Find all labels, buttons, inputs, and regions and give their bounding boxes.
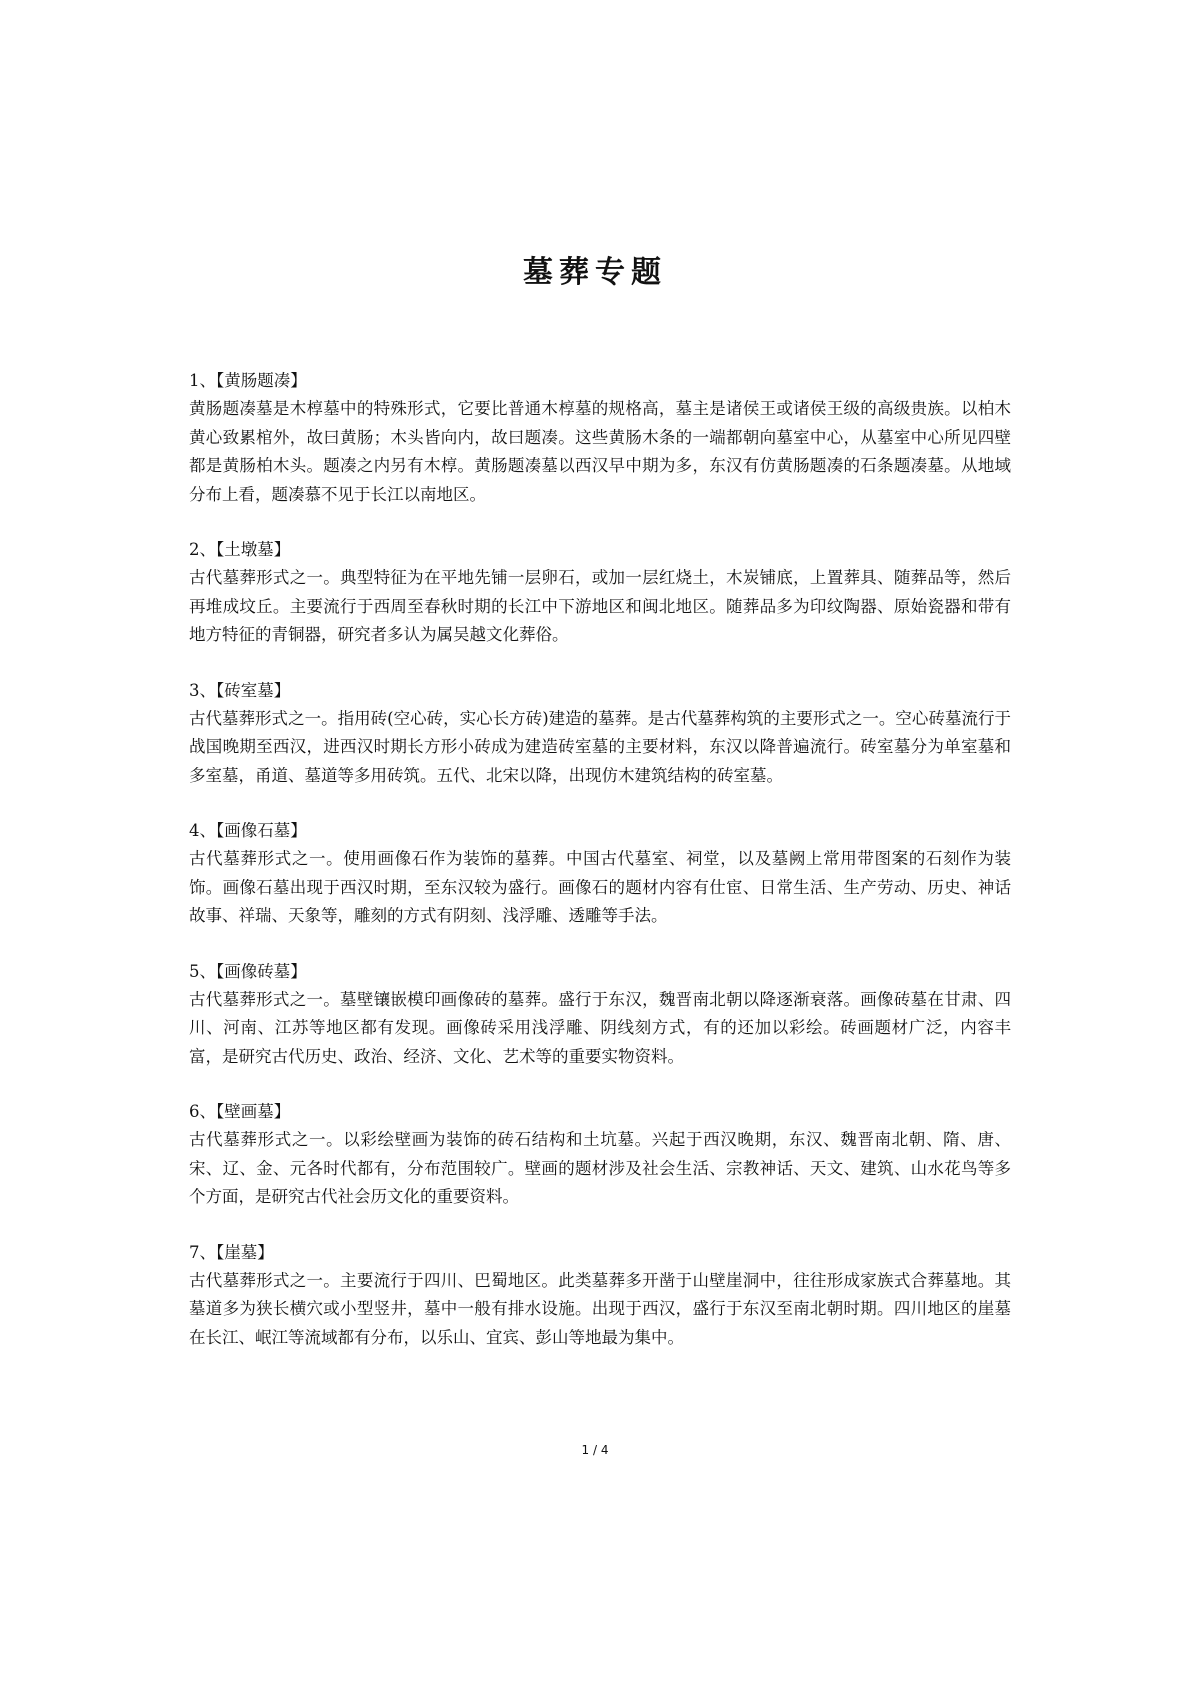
section-heading bbox=[189, 958, 1011, 986]
section-body: 古代墓葬形式之一。指用砖(空心砖，实心长方砖)建造的墓葬。是古代墓葬构筑的主要形式之一。空心砖墓流行于战国晚期至西汉，进西汉时期长方形小砖成为建造砖室墓的主要材料，东汉以降普遍流行。砖室墓分为单室墓和多室墓，甬道、墓道等多用砖筑。五代、北宋以降，出现仿木建筑结构的砖室墓。 bbox=[189, 708, 1011, 785]
section-body: 古代墓葬形式之一。以彩绘壁画为装饰的砖石结构和土坑墓。兴起于西汉晚期，东汉、魏晋南北朝、隋、唐、宋、辽、金、元各时代都有，分布范围较广。壁画的题材涉及社会生活、宗教神话、天文、建筑、山水花鸟等多个方面，是研究古代社会历文化的重要资料。 bbox=[189, 1130, 1011, 1206]
section-heading bbox=[189, 817, 1011, 845]
section-title: 【崖墓】 bbox=[216, 1242, 274, 1262]
section-6 bbox=[189, 1098, 1011, 1212]
section-1 bbox=[189, 367, 1011, 509]
section-title: 【土墩墓】 bbox=[216, 540, 291, 559]
section-number: 5、 bbox=[189, 961, 216, 981]
section-number: 3、 bbox=[189, 680, 216, 700]
section-body: 古代墓葬形式之一。使用画像石作为装饰的墓葬。中国古代墓室、祠堂，以及墓阙上常用带图案的石刻作为装饰。画像石墓出现于西汉时期，至东汉较为盛行。画像石的题材内容有仕宦、日常生活、生产劳动、历史、神话故事、祥瑞、天象等，雕刻的方式有阴刻、浅浮雕、透雕等手法。 bbox=[189, 849, 1011, 925]
section-heading bbox=[189, 367, 1011, 395]
section-2 bbox=[189, 536, 1011, 650]
section-heading bbox=[189, 1239, 1011, 1267]
section-4 bbox=[189, 817, 1011, 931]
section-number: 4、 bbox=[189, 821, 216, 840]
page-number: 1 / 4 bbox=[581, 1443, 609, 1457]
section-heading bbox=[189, 1098, 1011, 1126]
section-number: 6、 bbox=[189, 1102, 216, 1121]
section-heading bbox=[189, 677, 1011, 705]
section-number: 2、 bbox=[189, 540, 216, 559]
section-heading bbox=[189, 536, 1011, 564]
section-3 bbox=[189, 677, 1011, 791]
section-body: 黄肠题凑墓是木椁墓中的特殊形式，它要比普通木椁墓的规格高，墓主是诸侯王或诸侯王级的高级贵族。以柏木黄心致累棺外，故曰黄肠；木头皆向内，故曰题凑。这些黄肠木条的一端都朝向墓室中心，从墓室中心所见四壁都是黄肠柏木头。题凑之内另有木椁。黄肠题凑墓以西汉早中期为多，东汉有仿黄肠题凑的石条题凑墓。从地域分布上看，题凑慕不见于长江以南地区。 bbox=[189, 399, 1011, 504]
section-title: 【砖室墓】 bbox=[216, 680, 291, 700]
section-title: 【壁画墓】 bbox=[216, 1102, 291, 1121]
section-body: 古代墓葬形式之一。墓壁镶嵌模印画像砖的墓葬。盛行于东汉，魏晋南北朝以降逐渐衰落。画像砖墓在甘肃、四川、河南、江苏等地区都有发现。画像砖采用浅浮雕、阴线刻方式，有的还加以彩绘。砖画题材广泛，内容丰富，是研究古代历史、政治、经济、文化、艺术等的重要实物资料。 bbox=[189, 989, 1011, 1066]
document-content bbox=[189, 367, 1011, 1379]
document-title: 墓葬专题 bbox=[523, 255, 667, 290]
section-number: 7、 bbox=[189, 1242, 216, 1262]
section-number: 1、 bbox=[189, 371, 216, 390]
section-title: 【画像砖墓】 bbox=[216, 961, 307, 981]
section-7 bbox=[189, 1239, 1011, 1353]
section-title: 【画像石墓】 bbox=[216, 821, 307, 840]
section-title: 【黄肠题凑】 bbox=[216, 371, 307, 390]
section-5 bbox=[189, 958, 1011, 1072]
section-body: 古代墓葬形式之一。主要流行于四川、巴蜀地区。此类墓葬多开凿于山壁崖洞中，往往形成家族式合葬墓地。其墓道多为狭长横穴或小型竖井，墓中一般有排水设施。出现于西汉，盛行于东汉至南北朝时期。四川地区的崖墓在长江、岷江等流域都有分布，以乐山、宜宾、彭山等地最为集中。 bbox=[189, 1270, 1011, 1347]
section-body: 古代墓葬形式之一。典型特征为在平地先铺一层卵石，或加一层红烧土，木炭铺底，上置葬具、随葬品等，然后再堆成坟丘。主要流行于西周至春秋时期的长江中下游地区和闽北地区。随葬品多为印纹陶器、原始瓷器和带有地方特征的青铜器，研究者多认为属吴越文化葬俗。 bbox=[189, 568, 1011, 644]
